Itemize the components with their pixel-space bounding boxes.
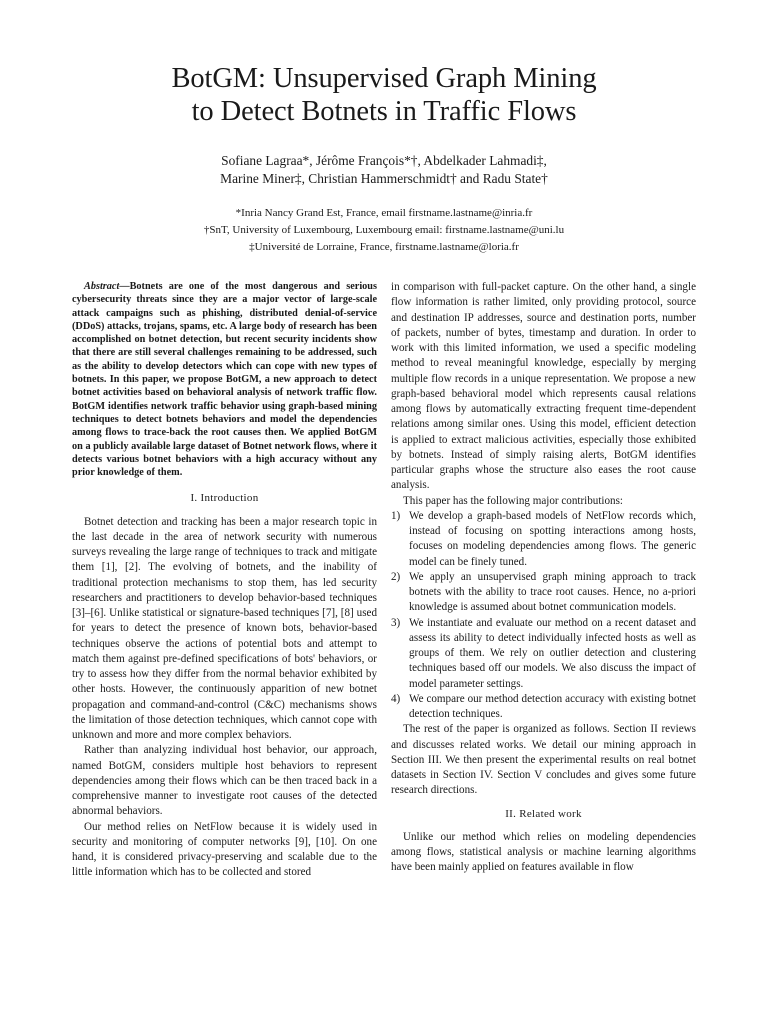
list-item-text: We compare our method detection accuracy with existing botnet detection techniques. [409,692,696,720]
rest-paragraph: The rest of the paper is organized as follows. Section II reviews and discusses related works. We detail our mining approach in Section III. We then present the experimental results on real botnet datasets in Section IV. Section V concludes and gives some future research directions. [391,723,696,797]
left-column [72,280,377,881]
affiliations [0,205,768,256]
right-column [391,280,696,876]
list-item-number: 4) [391,692,401,705]
contributions-list [391,509,696,723]
authors [0,152,768,188]
related-paragraph: Unlike our method which relies on modeling dependencies among flows, statistical analysis or machine learning algorithms have been mainly applied on features available in flow [391,830,696,874]
intro-paragraph-2: Rather than analyzing individual host behavior, our approach, named BotGM, considers multiple host behaviors to represent dependencies among their flows which can be then traced back in a comprehensive manner to investigate root causes of the detected abnormal behaviors. [72,744,377,818]
list-item [391,509,696,570]
intro-paragraph-1: Botnet detection and tracking has been a major research topic in the last decade in the area of network security with numerous surveys revealing the large range of techniques to track and mitigate them [1], [2]. The evolving of botnets, and the inability of traditional protection mechanisms to stop them, has led security researchers and practitioners to develop behavior-based techniques [3]–[6]. Unlike statistical or signature-based techniques [7], [8] used for years to detect the presence of known bots, behavior-based techniques observe the actions of potential bots and attempt to match them against pre-defined specifications of bots' behaviors, or try to assess how they differ from the normal behavior exhibited by other hosts. However, the continuously apparition of new botnet propagation and command-and-control (C&C) mechanisms shows the limitation of those detection techniques, which cannot cope with unknown and more and more complex behaviors. [72,515,377,742]
list-item [391,616,696,692]
list-item-number: 1) [391,509,401,522]
list-item-text: We instantiate and evaluate our method on a recent dataset and assess its ability to detect individually infected hosts as well as groups of them. We rely on outlier detection and clustering techniques based off our models. We also discuss the impact of model parameter settings. [409,616,696,690]
list-item-text: We apply an unsupervised graph mining approach to track botnets with the ability to trace root causes. Hence, no a-priori knowledge is assumed about botnet communication models. [409,570,696,614]
abstract-lead: Abstract [84,281,120,292]
affiliation-lorraine: ‡Université de Lorraine, France, firstname.lastname@loria.fr [249,241,519,253]
authors-line-2: Marine Miner‡, Christian Hammerschmidt† and Radu State† [220,171,548,186]
list-item-number: 3) [391,616,401,629]
affiliation-inria: *Inria Nancy Grand Est, France, email firstname.lastname@inria.fr [235,207,533,219]
contributions-intro: This paper has the following major contributions: [403,494,623,507]
list-item [391,692,696,723]
section-heading-introduction: I. Introduction [190,492,259,505]
abstract-text: —Botnets are one of the most dangerous and serious cybersecurity threats since they are a major vector of large-scale attack campaigns such as phishing, distributed denial-of-service (DDoS) attacks, trojans, spams, etc. A large body of research has been accomplished on botnet detection, but recent security incidents show that there are still several challenges remaining to be addressed, such as the ability to develop detectors which can cope with new types of botnets. In this paper, we propose BotGM, a new approach to detect botnet activities based on behavioral analysis of network traffic flow. BotGM identifies network traffic behavior using graph-based mining techniques to detect botnets behaviors and model the dependencies among flows to trace-back the root causes then. We applied BotGM on a publicly available large dataset of Botnet network flows, where it detects various botnet behaviors with a high accuracy without any prior knowledge of them. [72,281,377,479]
abstract [72,280,377,479]
paper-title [0,62,768,128]
intro-paragraph-3: Our method relies on NetFlow because it is widely used in security and monitoring of computer networks [9], [10]. On one hand, it is considered privacy-preserving and scalable due to the little information which has to be collected and stored [72,820,377,879]
title-line-2: to Detect Botnets in Traffic Flows [191,96,577,127]
right-paragraph-1: in comparison with full-packet capture. On the other hand, a single flow information is rather limited, only providing protocol, source and destination IP addresses, source and destination ports, number of packets, number of bytes, timestamp and duration. In order to work with this limited information, we used a specific modeling method to reveal meaningful knowledge, especially by merging multiple flow records in a unique representation. We propose a new graph-based behavioral model which represents causal relations among flows by automatically extracting frequent time-dependent relations among similar ones. Using this model, efficient detection is applied to extract malicious activities, especially those exhibited by botnets. Instead of simply raising alerts, BotGM identifies particular graphs whose the structure also eases the root cause analysis. [391,281,696,492]
list-item-text: We develop a graph-based models of NetFlow records which, instead of focusing on spotting interactions among hosts, focuses on modeling dependencies among flows. The generic model can be finely tuned. [409,509,696,568]
section-heading-related-work: II. Related work [505,807,582,820]
title-line-1: BotGM: Unsupervised Graph Mining [171,63,597,94]
list-item-number: 2) [391,570,401,583]
authors-line-1: Sofiane Lagraa*, Jérôme François*†, Abdelkader Lahmadi‡, [221,153,547,168]
list-item [391,570,696,616]
affiliation-snt: †SnT, University of Luxembourg, Luxembourg email: firstname.lastname@uni.lu [203,224,565,236]
